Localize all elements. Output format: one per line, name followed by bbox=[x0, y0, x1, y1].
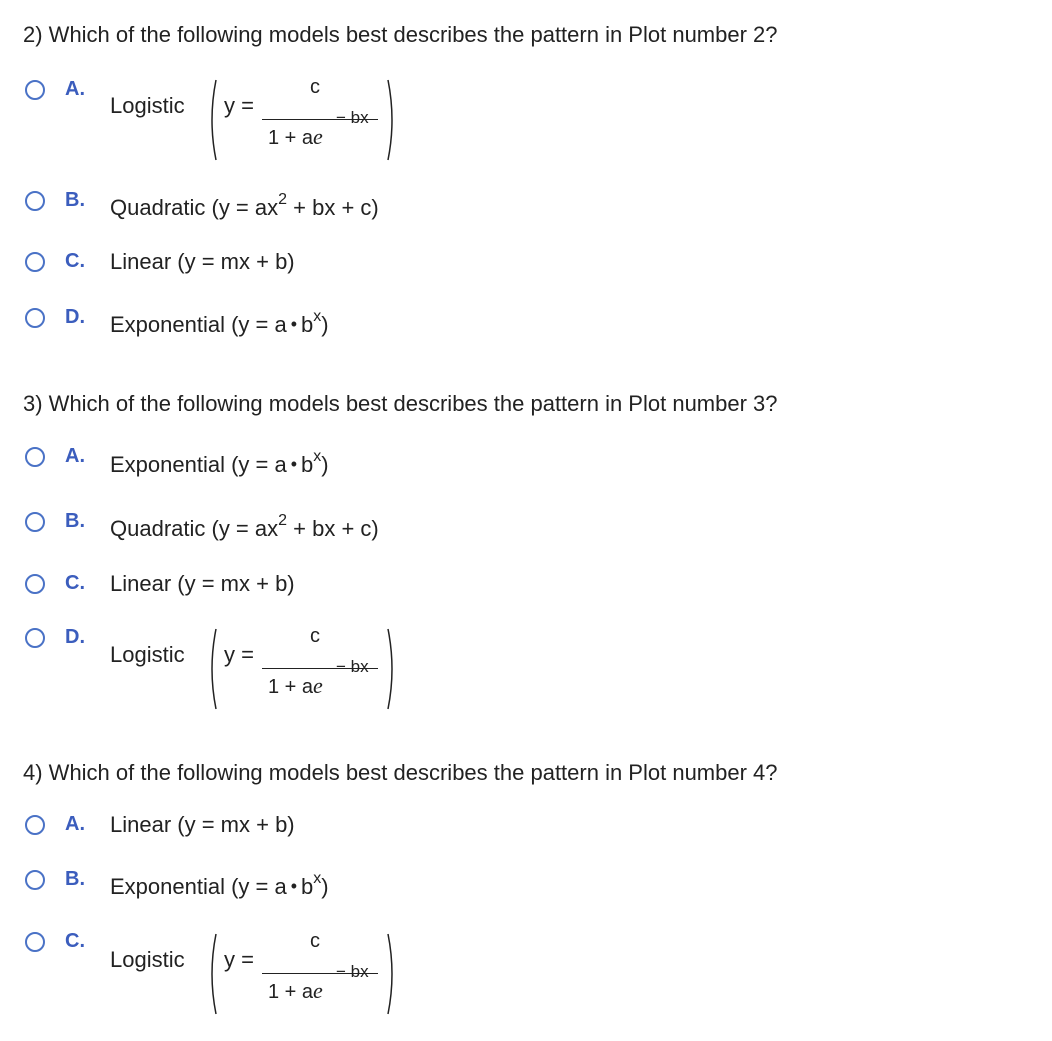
q4-option-a-radio[interactable] bbox=[25, 815, 45, 835]
q4-option-c-letter: C. bbox=[65, 930, 85, 952]
q2-option-b-radio[interactable] bbox=[25, 191, 45, 211]
right-paren-icon bbox=[386, 627, 398, 711]
q4-option-b-label[interactable]: Exponential (y = a • $b^x$) bbox=[110, 870, 329, 899]
left-paren-icon bbox=[206, 627, 218, 711]
q2-option-b-letter: B. bbox=[65, 189, 85, 211]
logistic-denominator: 1 + ae bbox=[268, 673, 323, 698]
q3-option-b-radio[interactable] bbox=[25, 512, 45, 532]
right-paren-icon bbox=[386, 78, 398, 162]
q2-option-b-label[interactable]: Quadratic ($y = ax^2$ + bx + c) bbox=[110, 191, 379, 220]
q4-option-c-label[interactable] bbox=[110, 932, 410, 1016]
logistic-numerator: c bbox=[310, 625, 320, 647]
logistic-label: Logistic bbox=[110, 642, 185, 667]
q2-option-c-radio[interactable] bbox=[25, 252, 45, 272]
q3-option-a-radio[interactable] bbox=[25, 447, 45, 467]
logistic-exponent: − bx bbox=[336, 108, 369, 127]
q2-option-d-label[interactable]: Exponential (y = a • $b^x$) bbox=[110, 308, 329, 337]
q2-option-a-label[interactable] bbox=[110, 78, 410, 162]
left-paren-icon bbox=[206, 932, 218, 1016]
logistic-numerator: c bbox=[310, 930, 320, 952]
logistic-y-equals: y = bbox=[224, 93, 254, 118]
logistic-y-equals: y = bbox=[224, 642, 254, 667]
left-paren-icon bbox=[206, 78, 218, 162]
q2-option-d-radio[interactable] bbox=[25, 308, 45, 328]
q3-option-c-label[interactable]: Linear (y = mx + b) bbox=[110, 571, 295, 596]
q3-option-a-label[interactable]: Exponential (y = a • $b^x$) bbox=[110, 448, 329, 477]
q4-option-b-radio[interactable] bbox=[25, 870, 45, 890]
logistic-y-equals: y = bbox=[224, 947, 254, 972]
logistic-label: Logistic bbox=[110, 93, 185, 118]
logistic-denominator: 1 + ae bbox=[268, 124, 323, 149]
q3-option-b-letter: B. bbox=[65, 510, 85, 532]
q3-option-a-letter: A. bbox=[65, 445, 85, 467]
right-paren-icon bbox=[386, 932, 398, 1016]
q4-option-a-letter: A. bbox=[65, 813, 85, 835]
logistic-numerator: c bbox=[310, 76, 320, 98]
q2-option-c-letter: C. bbox=[65, 250, 85, 272]
question-3-text: 3) Which of the following models best describes the pattern in Plot number 3? bbox=[23, 391, 778, 416]
q2-option-a-letter: A. bbox=[65, 78, 85, 100]
q4-option-a-label[interactable]: Linear (y = mx + b) bbox=[110, 812, 295, 837]
q2-option-d-letter: D. bbox=[65, 306, 85, 328]
q3-option-d-letter: D. bbox=[65, 626, 85, 648]
q3-option-d-radio[interactable] bbox=[25, 628, 45, 648]
q3-option-d-label[interactable] bbox=[110, 627, 410, 711]
question-4-text: 4) Which of the following models best describes the pattern in Plot number 4? bbox=[23, 760, 778, 785]
q3-option-c-letter: C. bbox=[65, 572, 85, 594]
logistic-exponent: − bx bbox=[336, 657, 369, 676]
q3-option-c-radio[interactable] bbox=[25, 574, 45, 594]
logistic-denominator: 1 + ae bbox=[268, 978, 323, 1003]
question-2-text: 2) Which of the following models best describes the pattern in Plot number 2? bbox=[23, 22, 778, 47]
logistic-exponent: − bx bbox=[336, 962, 369, 981]
q2-option-a-radio[interactable] bbox=[25, 80, 45, 100]
q2-option-c-label[interactable]: Linear (y = mx + b) bbox=[110, 249, 295, 274]
logistic-label: Logistic bbox=[110, 947, 185, 972]
q4-option-c-radio[interactable] bbox=[25, 932, 45, 952]
q3-option-b-label[interactable]: Quadratic ($y = ax^2$ + bx + c) bbox=[110, 512, 379, 541]
q4-option-b-letter: B. bbox=[65, 868, 85, 890]
